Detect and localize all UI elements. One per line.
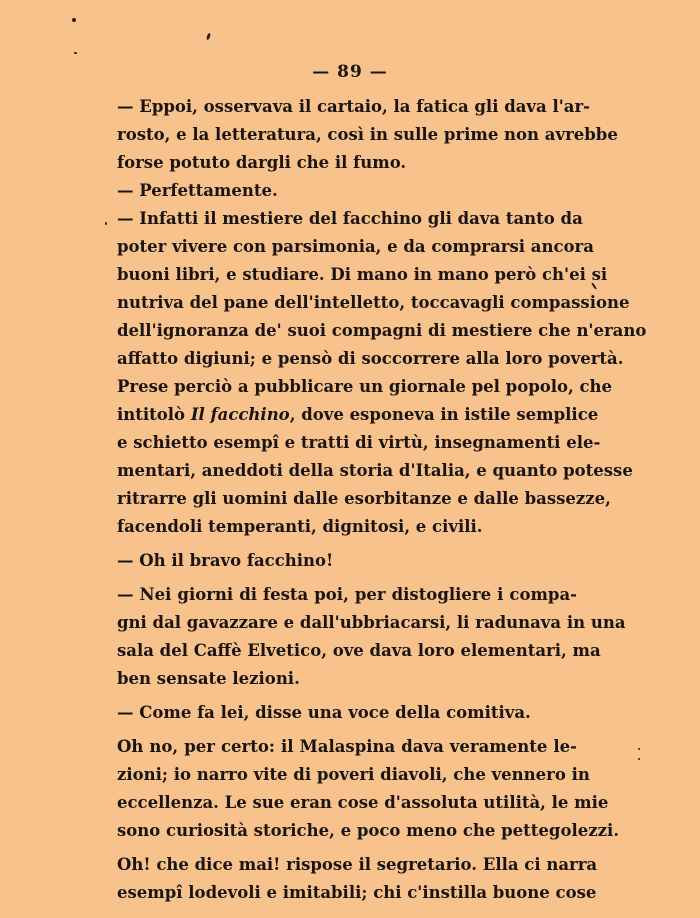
text-line: — Oh il bravo facchino!	[117, 551, 334, 570]
text-line: zioni; io narro vite di poveri diavoli, che vennero in	[117, 765, 590, 784]
text-line: Prese perciò a pubblicare un giornale pel popolo, che	[117, 377, 613, 396]
page-number: — 89 —	[312, 62, 388, 82]
ink-speck	[105, 222, 107, 225]
ink-speck	[638, 758, 640, 760]
newspaper-title: Il facchino	[190, 405, 290, 424]
ink-speck	[638, 748, 640, 750]
text-line: intitolò Il facchino, dove esponeva in istile semplice	[117, 405, 599, 424]
text-line: esempî lodevoli e imitabili; chi c'instilla buone cose	[117, 883, 597, 902]
text-line: mentari, aneddoti della storia d'Italia, e quanto potesse	[117, 461, 633, 480]
text-line: — Eppoi, osservava il cartaio, la fatica gli dava l'ar-	[117, 97, 591, 116]
text-line: buoni libri, e studiare. Di mano in mano però ch'ei si	[117, 265, 608, 284]
text-line: sono curiosità storiche, e poco meno che pettegolezzi.	[117, 821, 619, 840]
text-line: affatto digiuni; e pensò di soccorrere alla loro povertà.	[117, 349, 624, 368]
text-line: ritrarre gli uomini dalle esorbitanze e dalle bassezze,	[117, 489, 611, 508]
text-line: — Nei giorni di festa poi, per distogliere i compa-	[117, 585, 577, 604]
text-line: — Come fa lei, disse una voce della comitiva.	[117, 703, 531, 722]
text-line: Oh no, per certo: il Malaspina dava veramente le-	[117, 737, 577, 756]
text-line: gni dal gavazzare e dall'ubbriacarsi, li radunava in una	[117, 613, 626, 632]
text-line: Oh! che dice mai! rispose il segretario. Ella ci narra	[117, 855, 598, 874]
text-line: dell'ignoranza de' suoi compagni di mestiere che n'erano	[117, 321, 647, 340]
ink-speck	[72, 18, 76, 22]
ink-speck	[74, 52, 77, 54]
text-line: sala del Caffè Elvetico, ove dava loro elementari, ma	[117, 641, 601, 660]
text-line: nutriva del pane dell'intelletto, toccavagli compassione	[117, 293, 630, 312]
text-line: rosto, e la letteratura, così in sulle prime non avrebbe	[117, 125, 618, 144]
text-line: eccellenza. Le sue eran cose d'assoluta utilità, le mie	[117, 793, 609, 812]
body-text	[117, 93, 647, 907]
text-line: facendoli temperanti, dignitosi, e civili.	[117, 517, 483, 536]
text-line: ben sensate lezioni.	[117, 669, 300, 688]
text-line: — Perfettamente.	[117, 181, 278, 200]
text-line: e schietto esempî e tratti di virtù, insegnamenti ele-	[117, 433, 601, 452]
text-line: forse potuto dargli che il fumo.	[117, 153, 407, 172]
ink-speck	[206, 33, 211, 41]
text-line: — Infatti il mestiere del facchino gli dava tanto da	[117, 209, 583, 228]
text-line: poter vivere con parsimonia, e da comprarsi ancora	[117, 237, 594, 256]
